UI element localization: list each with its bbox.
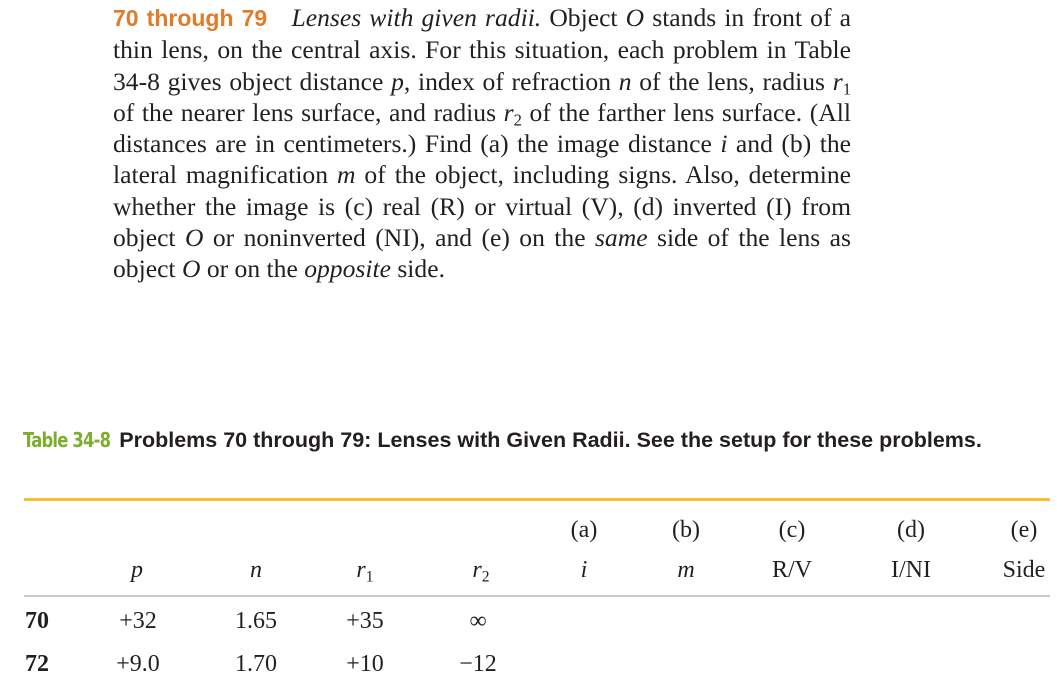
table-cell-p: +32 xyxy=(119,608,157,634)
header-b: (b) xyxy=(672,517,700,543)
header-c: (c) xyxy=(778,517,806,543)
header-a: (a) xyxy=(570,517,598,543)
table-cell-n: 1.70 xyxy=(235,651,277,677)
header-e: (e) xyxy=(1010,517,1038,543)
header-r1: $r_1$ xyxy=(356,557,374,586)
header-side: Side xyxy=(1002,557,1046,583)
row-number: 70 xyxy=(25,608,49,634)
problem-title: Lenses with given radii. xyxy=(291,3,542,32)
header-i: i xyxy=(580,557,588,583)
table-caption xyxy=(23,425,1053,457)
table-top-rule xyxy=(24,498,1050,501)
table-cell-r2: −12 xyxy=(459,651,497,677)
problem-range-label: 70 through 79 xyxy=(113,5,268,31)
table-number: Table 34-8 xyxy=(23,428,111,452)
problem-body: Object O stands in front of a thin lens, on the central axis. For this situation, each problem in Table 34-8 gives object distance p, index of refraction n of the lens, radius $r_1$ of the nearer lens surface, and radius $r_2$ of the farther lens surface. (All distances are in centimeters.) Find (a) the image distance i and (b) the lateral magnification m of the object, including signs. Also, determine whether the image is (c) real (R) or virtual (V), (d) inverted (I) from object O or noninverted (NI), and (e) on the same side of the lens as object O or on the opposite side. xyxy=(113,3,852,284)
row-number: 72 xyxy=(25,651,49,677)
table-caption-text: Problems 70 through 79: Lenses with Given Radii. See the setup for these problems. xyxy=(119,428,982,452)
table-cell-p: +9.0 xyxy=(116,651,160,677)
table-cell-r1: +35 xyxy=(346,608,384,634)
header-r2: $r_2$ xyxy=(472,557,490,586)
table-cell-n: 1.65 xyxy=(235,608,277,634)
header-rv: R/V xyxy=(771,557,813,583)
table-cell-r1: +10 xyxy=(346,651,384,677)
problem-text xyxy=(113,2,851,285)
header-p: p xyxy=(131,557,143,583)
header-m: m xyxy=(677,557,695,583)
table-cell-r2: ∞ xyxy=(469,608,487,634)
header-d: (d) xyxy=(897,517,925,543)
header-n: n xyxy=(250,557,262,583)
header-ini: I/NI xyxy=(891,557,931,583)
table-header-rule xyxy=(24,595,1050,597)
